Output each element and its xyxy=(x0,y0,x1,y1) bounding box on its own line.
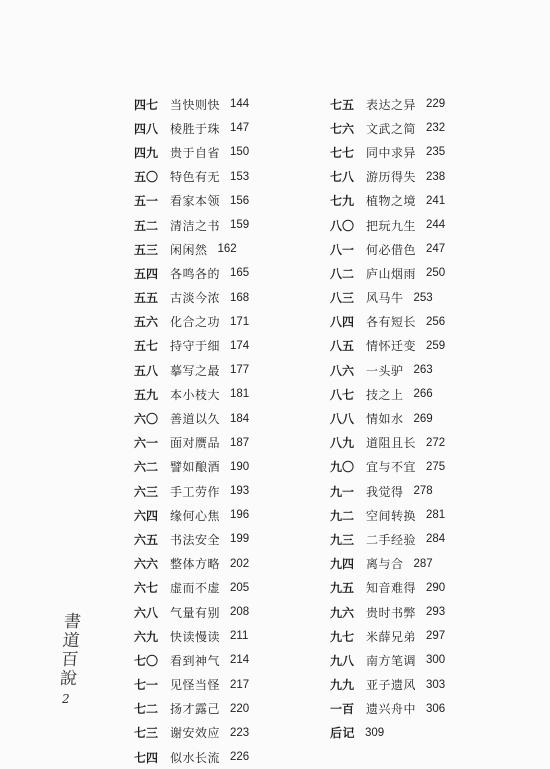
page-ref: 287 xyxy=(413,557,433,570)
page-ref: 284 xyxy=(426,533,446,546)
toc-entry xyxy=(330,116,445,140)
chapter-title: 庐山烟雨 xyxy=(366,266,417,281)
page-ref: 181 xyxy=(230,388,250,401)
chapter-title: 棱胜于珠 xyxy=(170,121,221,136)
chapter-number: 五五 xyxy=(134,291,159,306)
toc-entry xyxy=(134,358,249,382)
chapter-title: 植物之境 xyxy=(366,194,417,209)
chapter-number: 六一 xyxy=(134,436,159,451)
page-ref: 165 xyxy=(230,267,250,280)
chapter-number: 六九 xyxy=(134,629,159,644)
page-ref: 266 xyxy=(413,388,433,401)
toc-entry xyxy=(134,479,249,503)
chapter-title: 亚子遗风 xyxy=(366,678,417,693)
toc-entry xyxy=(330,673,445,697)
page-ref: 147 xyxy=(230,122,250,135)
chapter-number: 五二 xyxy=(134,218,159,233)
toc-entry xyxy=(134,189,249,213)
toc-entry xyxy=(134,165,249,189)
toc-entry xyxy=(330,455,445,479)
toc-entry xyxy=(330,697,445,721)
chapter-number: 四八 xyxy=(134,121,159,136)
chapter-number: 五八 xyxy=(134,363,159,378)
chapter-number: 八三 xyxy=(330,291,355,306)
page-ref: 193 xyxy=(230,485,250,498)
toc-entry xyxy=(134,334,249,358)
toc-entry xyxy=(134,648,249,672)
page-ref: 223 xyxy=(230,726,250,739)
chapter-title: 化合之功 xyxy=(170,315,221,330)
chapter-title: 何必借色 xyxy=(366,242,417,257)
chapter-title: 古淡今浓 xyxy=(170,291,221,306)
chapter-number: 六六 xyxy=(134,557,159,572)
chapter-number: 九三 xyxy=(330,532,355,547)
page-ref: 159 xyxy=(230,219,250,232)
chapter-title: 风马牛 xyxy=(366,291,404,306)
toc-entry xyxy=(134,261,249,285)
page-ref: 190 xyxy=(230,460,250,473)
toc-entry xyxy=(134,140,249,164)
page-ref: 171 xyxy=(230,315,250,328)
chapter-title: 技之上 xyxy=(366,387,404,402)
page-ref: 196 xyxy=(230,509,250,522)
chapter-title: 各有短长 xyxy=(366,315,417,330)
toc-entry xyxy=(134,697,249,721)
chapter-title: 离与合 xyxy=(366,557,404,572)
chapter-title: 虚而不虚 xyxy=(170,581,221,596)
chapter-title: 手工劳作 xyxy=(170,484,221,499)
page-ref: 297 xyxy=(426,630,446,643)
chapter-number: 九二 xyxy=(330,508,355,523)
toc-entry xyxy=(330,165,445,189)
page-ref: 168 xyxy=(230,291,250,304)
toc-entry xyxy=(330,213,445,237)
page-ref: 153 xyxy=(230,170,250,183)
chapter-title: 遗兴舟中 xyxy=(366,702,417,717)
page-ref: 244 xyxy=(426,219,446,232)
toc-entry xyxy=(330,189,445,213)
page-ref: 226 xyxy=(230,751,250,764)
chapter-number: 六八 xyxy=(134,605,159,620)
toc-entry xyxy=(134,745,249,769)
chapter-title: 闲闲然 xyxy=(170,242,208,257)
chapter-title: 清洁之书 xyxy=(170,218,221,233)
toc-entry xyxy=(134,673,249,697)
toc-entry xyxy=(134,624,249,648)
toc-column-right xyxy=(330,92,445,745)
chapter-title: 各鸣各的 xyxy=(170,266,221,281)
toc-entry xyxy=(330,406,445,430)
page-ref: 281 xyxy=(426,509,446,522)
page-ref: 208 xyxy=(230,606,250,619)
page-ref: 187 xyxy=(230,436,250,449)
chapter-number: 六三 xyxy=(134,484,159,499)
page-ref: 275 xyxy=(426,460,446,473)
page-ref: 238 xyxy=(426,170,446,183)
page-ref: 229 xyxy=(426,98,446,111)
chapter-number: 七二 xyxy=(134,702,159,717)
chapter-title: 米薛兄弟 xyxy=(366,629,417,644)
chapter-title: 本小枝大 xyxy=(170,387,221,402)
toc-entry xyxy=(134,286,249,310)
chapter-number: 五九 xyxy=(134,387,159,402)
page-ref: 205 xyxy=(230,581,250,594)
chapter-number: 六〇 xyxy=(134,412,159,427)
toc-entry xyxy=(330,382,445,406)
toc-entry xyxy=(330,721,445,745)
chapter-number: 五四 xyxy=(134,266,159,281)
chapter-number: 五三 xyxy=(134,242,159,257)
toc-entry xyxy=(134,406,249,430)
page-ref: 150 xyxy=(230,146,250,159)
chapter-number: 七九 xyxy=(330,194,355,209)
chapter-number: 八六 xyxy=(330,363,355,378)
toc-entry xyxy=(330,431,445,455)
page-ref: 247 xyxy=(426,243,446,256)
page-ref: 253 xyxy=(413,291,433,304)
page-ref: 293 xyxy=(426,606,446,619)
page-ref: 300 xyxy=(426,654,446,667)
toc-entry xyxy=(134,503,249,527)
chapter-title: 同中求异 xyxy=(366,145,417,160)
chapter-number: 九五 xyxy=(330,581,355,596)
page-ref: 250 xyxy=(426,267,446,280)
toc-entry xyxy=(134,552,249,576)
chapter-number: 八〇 xyxy=(330,218,355,233)
chapter-title: 情怀迁变 xyxy=(366,339,417,354)
toc-entry xyxy=(330,286,445,310)
chapter-number: 八八 xyxy=(330,412,355,427)
page-ref: 241 xyxy=(426,194,446,207)
page-ref: 259 xyxy=(426,339,446,352)
chapter-title: 缘何心焦 xyxy=(170,508,221,523)
toc-entry xyxy=(134,213,249,237)
chapter-title: 当快则快 xyxy=(170,97,221,112)
page-ref: 177 xyxy=(230,364,250,377)
chapter-number: 七三 xyxy=(134,726,159,741)
chapter-number: 七八 xyxy=(330,170,355,185)
page-ref: 306 xyxy=(426,702,446,715)
chapter-number: 九八 xyxy=(330,653,355,668)
chapter-title: 我觉得 xyxy=(366,484,404,499)
page-ref: 202 xyxy=(230,557,250,570)
page-ref: 232 xyxy=(426,122,446,135)
book-title-seal: 書道百說 xyxy=(55,612,81,688)
toc-entry xyxy=(134,116,249,140)
chapter-number: 一百 xyxy=(330,702,355,717)
chapter-title: 情如水 xyxy=(366,412,404,427)
toc-entry xyxy=(134,382,249,406)
toc-entry xyxy=(330,479,445,503)
chapter-number: 八五 xyxy=(330,339,355,354)
chapter-number: 七一 xyxy=(134,678,159,693)
toc-entry xyxy=(330,624,445,648)
chapter-number: 八一 xyxy=(330,242,355,257)
toc-entry xyxy=(330,552,445,576)
chapter-title: 看家本领 xyxy=(170,194,221,209)
chapter-title: 知音难得 xyxy=(366,581,417,596)
chapter-number: 八七 xyxy=(330,387,355,402)
chapter-number: 九〇 xyxy=(330,460,355,475)
chapter-number: 九四 xyxy=(330,557,355,572)
page-ref: 272 xyxy=(426,436,446,449)
chapter-number: 四九 xyxy=(134,145,159,160)
chapter-title: 空间转换 xyxy=(366,508,417,523)
chapter-title: 整体方略 xyxy=(170,557,221,572)
page-ref: 214 xyxy=(230,654,250,667)
chapter-title: 文武之简 xyxy=(366,121,417,136)
toc-entry xyxy=(330,576,445,600)
chapter-title: 二手经验 xyxy=(366,532,417,547)
chapter-number: 五〇 xyxy=(134,170,159,185)
toc-entry xyxy=(330,310,445,334)
chapter-title: 扬才露己 xyxy=(170,702,221,717)
page-ref: 309 xyxy=(365,726,385,739)
chapter-number: 九六 xyxy=(330,605,355,620)
page-ref: 278 xyxy=(413,485,433,498)
page-number: 2 xyxy=(62,692,70,706)
chapter-title: 面对赝品 xyxy=(170,436,221,451)
chapter-number: 八二 xyxy=(330,266,355,281)
toc-column-left xyxy=(134,92,249,769)
chapter-title: 善道以久 xyxy=(170,412,221,427)
chapter-number: 五七 xyxy=(134,339,159,354)
chapter-title: 宜与不宜 xyxy=(366,460,417,475)
chapter-title: 谢安效应 xyxy=(170,726,221,741)
chapter-number: 六七 xyxy=(134,581,159,596)
toc-entry xyxy=(134,431,249,455)
page-ref: 162 xyxy=(217,243,237,256)
chapter-number: 六五 xyxy=(134,532,159,547)
page-ref: 174 xyxy=(230,339,250,352)
chapter-number: 七五 xyxy=(330,97,355,112)
chapter-title: 表达之异 xyxy=(366,97,417,112)
chapter-title: 贵时书弊 xyxy=(366,605,417,620)
page-ref: 290 xyxy=(426,581,446,594)
chapter-number: 九七 xyxy=(330,629,355,644)
page-ref: 211 xyxy=(230,630,249,643)
page-ref: 303 xyxy=(426,678,446,691)
page-ref: 156 xyxy=(230,194,250,207)
page-ref: 235 xyxy=(426,146,446,159)
page-ref: 199 xyxy=(230,533,250,546)
toc-entry xyxy=(134,600,249,624)
page-ref: 184 xyxy=(230,412,250,425)
toc-entry xyxy=(330,648,445,672)
chapter-number: 六四 xyxy=(134,508,159,523)
chapter-number: 五一 xyxy=(134,194,159,209)
chapter-title: 书法安全 xyxy=(170,532,221,547)
toc-entry xyxy=(134,455,249,479)
chapter-title: 后记 xyxy=(330,726,356,741)
toc-entry xyxy=(134,92,249,116)
chapter-number: 八九 xyxy=(330,436,355,451)
chapter-number: 九一 xyxy=(330,484,355,499)
toc-entry xyxy=(330,261,445,285)
chapter-title: 南方笔调 xyxy=(366,653,417,668)
chapter-title: 游历得失 xyxy=(366,170,417,185)
chapter-title: 持守于细 xyxy=(170,339,221,354)
chapter-title: 一头驴 xyxy=(366,363,404,378)
chapter-title: 见怪当怪 xyxy=(170,678,221,693)
chapter-title: 譬如酿酒 xyxy=(170,460,221,475)
toc-entry xyxy=(134,576,249,600)
toc-entry xyxy=(134,310,249,334)
toc-entry xyxy=(330,334,445,358)
toc-entry xyxy=(330,140,445,164)
toc-entry xyxy=(330,358,445,382)
toc-entry xyxy=(330,527,445,551)
chapter-number: 七〇 xyxy=(134,653,159,668)
chapter-number: 五六 xyxy=(134,315,159,330)
chapter-title: 特色有无 xyxy=(170,170,221,185)
chapter-number: 七七 xyxy=(330,145,355,160)
page-ref: 269 xyxy=(413,412,433,425)
chapter-title: 贵于自省 xyxy=(170,145,221,160)
chapter-title: 快读慢读 xyxy=(170,629,221,644)
page-ref: 217 xyxy=(230,678,250,691)
page-ref: 144 xyxy=(230,98,250,111)
chapter-title: 似水长流 xyxy=(170,750,221,765)
page-ref: 256 xyxy=(426,315,446,328)
page-ref: 263 xyxy=(413,364,433,377)
toc-entry xyxy=(330,92,445,116)
toc-entry xyxy=(134,237,249,261)
toc-entry xyxy=(330,237,445,261)
chapter-number: 七六 xyxy=(330,121,355,136)
toc-entry xyxy=(134,721,249,745)
toc-entry xyxy=(330,503,445,527)
toc-entry xyxy=(134,527,249,551)
chapter-title: 摹写之最 xyxy=(170,363,221,378)
chapter-title: 道阻且长 xyxy=(366,436,417,451)
chapter-number: 九九 xyxy=(330,678,355,693)
toc-entry xyxy=(330,600,445,624)
chapter-number: 六二 xyxy=(134,460,159,475)
chapter-title: 气量有别 xyxy=(170,605,221,620)
chapter-number: 七四 xyxy=(134,750,159,765)
chapter-number: 四七 xyxy=(134,97,159,112)
chapter-title: 把玩九生 xyxy=(366,218,417,233)
page-ref: 220 xyxy=(230,702,250,715)
chapter-number: 八四 xyxy=(330,315,355,330)
chapter-title: 看到神气 xyxy=(170,653,221,668)
